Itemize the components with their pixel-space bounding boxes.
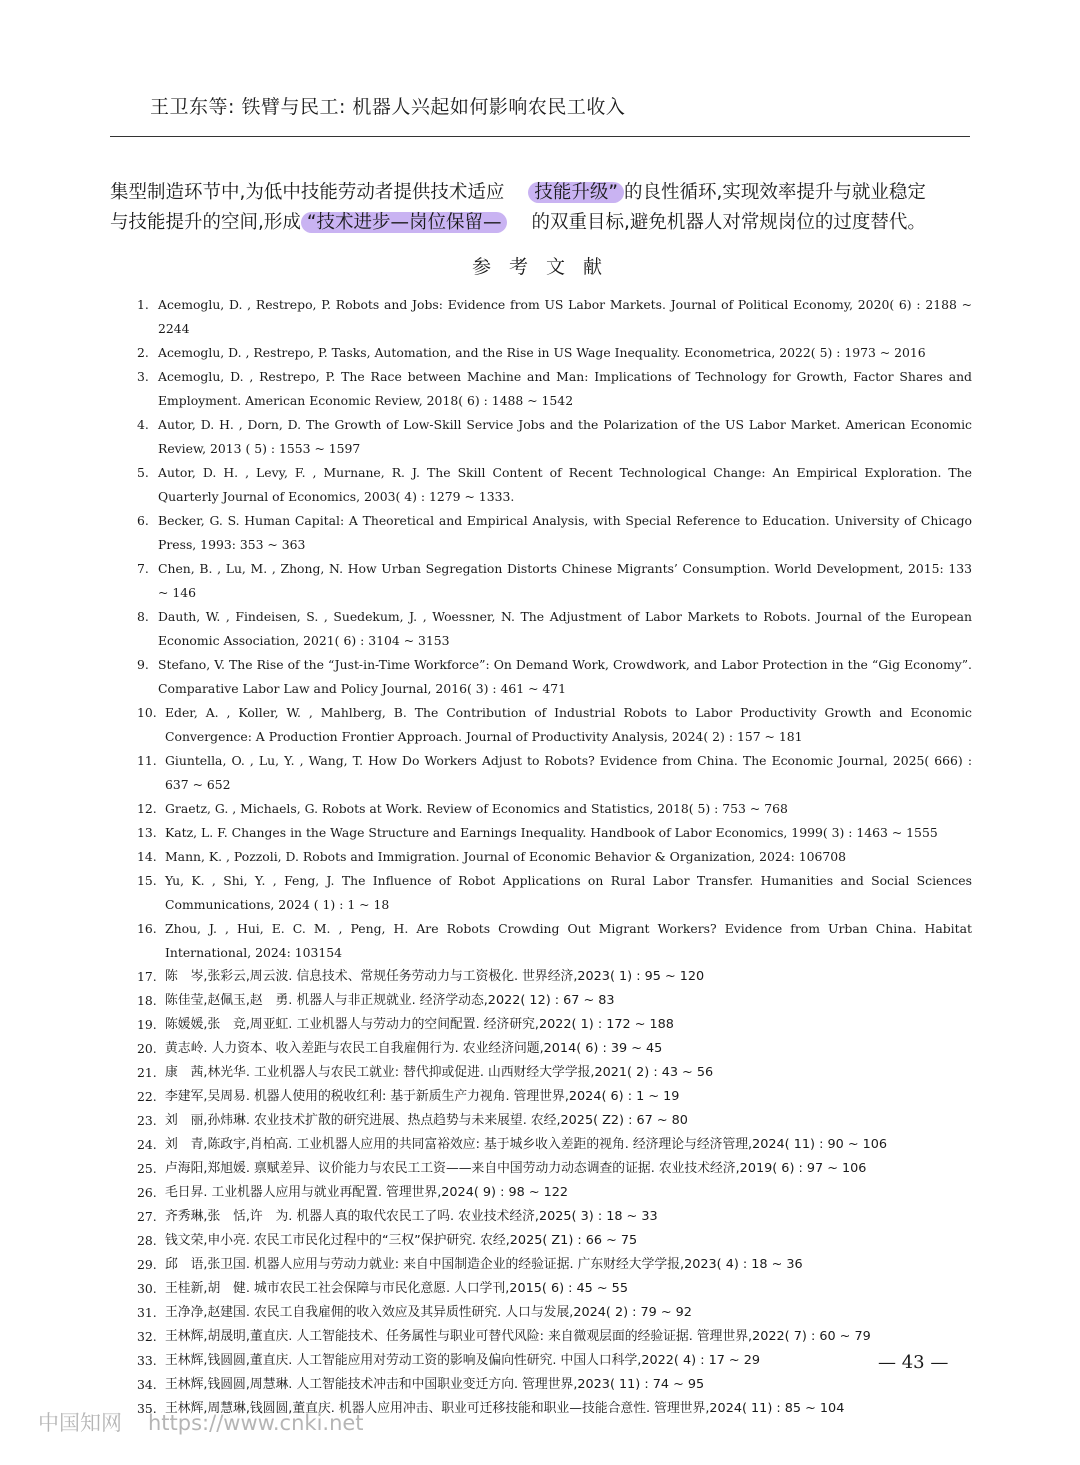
watermark-brand: 中国知网: [38, 1411, 122, 1435]
reference-item: [137, 653, 972, 701]
reference-text: Acemoglu, D. , Restrepo, P. The Race between Machine and Man: Implications of Technology for Growth, Factor Shares and Employment. American Economic Review, 2018( 6) : 1488 ~ 1542: [158, 369, 972, 408]
reference-number: 1.: [137, 297, 149, 312]
reference-item: [137, 1157, 972, 1181]
reference-number: 32.: [137, 1329, 157, 1344]
reference-number: 12.: [137, 801, 157, 816]
watermark-url: https://www.cnki.net: [148, 1411, 364, 1435]
reference-number: 2.: [137, 345, 149, 360]
reference-item: [137, 797, 972, 821]
reference-text: 康 茜,林光华. 工业机器人与农民工就业: 替代抑或促进. 山西财经大学学报,2021( 2) : 43 ~ 56: [165, 1065, 714, 1080]
body-line-2-end: 的双重目标,避免机器人对常规岗位的过度替代。: [531, 212, 926, 233]
reference-number: 19.: [137, 1017, 157, 1032]
reference-number: 34.: [137, 1377, 157, 1392]
reference-text: Zhou, J. , Hui, E. C. M. , Peng, H. Are Robots Crowding Out Migrant Workers? Evidence from Urban China. Habitat International, 2024: 103154: [165, 921, 972, 960]
reference-text: 卢海阳,郑旭媛. 禀赋差异、议价能力与农民工工资——来自中国劳动力动态调查的证据. 农业技术经济,2019( 6) : 97 ~ 106: [165, 1161, 867, 1176]
reference-text: Autor, D. H. , Levy, F. , Murnane, R. J. The Skill Content of Recent Technological Change: An Empirical Exploration. The Quarterly Journal of Economics, 2003( 4) : 1279 ~ 1333.: [158, 465, 972, 504]
reference-text: 齐秀琳,张 恬,许 为. 机器人真的取代农民工了吗. 农业技术经济,2025( 3) : 18 ~ 33: [165, 1209, 658, 1224]
reference-item: [137, 965, 972, 989]
reference-item: [137, 1325, 972, 1349]
reference-item: [137, 1373, 972, 1397]
reference-item: [137, 917, 972, 965]
reference-text: Acemoglu, D. , Restrepo, P. Tasks, Automation, and the Rise in US Wage Inequality. Econometrica, 2022( 5) : 1973 ~ 2016: [158, 345, 926, 360]
reference-text: 黄志岭. 人力资本、收入差距与农民工自我雇佣行为. 农业经济问题,2014( 6) : 39 ~ 45: [165, 1041, 663, 1056]
running-header: 王卫东等: 铁臂与民工: 机器人兴起如何影响农民工收入: [150, 96, 626, 118]
reference-item: [137, 989, 972, 1013]
reference-number: 31.: [137, 1305, 157, 1320]
body-line-2: [110, 208, 970, 238]
reference-number: 30.: [137, 1281, 157, 1296]
highlighted-phrase: 技能升级”: [528, 182, 624, 203]
reference-item: [137, 605, 972, 653]
reference-item: [137, 1253, 972, 1277]
reference-number: 11.: [137, 753, 157, 768]
reference-text: 钱文荣,申小亮. 农民工市民化过程中的“三权”保护研究. 农经,2025( Z1) : 66 ~ 75: [165, 1233, 638, 1248]
header-rule: [110, 136, 970, 137]
reference-number: 14.: [137, 849, 157, 864]
reference-text: Graetz, G. , Michaels, G. Robots at Work. Review of Economics and Statistics, 2018( 5) : 753 ~ 768: [165, 801, 788, 816]
body-line-1-start: 集型制造环节中,为低中技能劳动者提供技术适应: [110, 182, 505, 203]
reference-item: [137, 749, 972, 797]
reference-item: [137, 1349, 972, 1373]
reference-number: 3.: [137, 369, 149, 384]
reference-text: Giuntella, O. , Lu, Y. , Wang, T. How Do Workers Adjust to Robots? Evidence from China. The Economic Journal, 2025( 666) : 637 ~ 652: [165, 753, 972, 792]
reference-text: Eder, A. , Koller, W. , Mahlberg, B. The Contribution of Industrial Robots to Labor Productivity Growth and Economic Convergence: A Production Frontier Approach. Journal of Productivity Analysis, 2024( 2) : 157 ~ 181: [165, 705, 972, 744]
reference-number: 4.: [137, 417, 149, 432]
reference-text: 陈佳莹,赵佩玉,赵 勇. 机器人与非正规就业. 经济学动态,2022( 12) : 67 ~ 83: [165, 993, 615, 1008]
reference-text: Yu, K. , Shi, Y. , Feng, J. The Influence of Robot Applications on Rural Labor Transfer. Humanities and Social Sciences Communications, 2024 ( 1) : 1 ~ 18: [165, 873, 972, 912]
reference-list: [137, 293, 972, 1421]
reference-number: 29.: [137, 1257, 157, 1272]
reference-text: 毛日昇. 工业机器人应用与就业再配置. 管理世界,2024( 9) : 98 ~ 122: [165, 1185, 569, 1200]
reference-item: [137, 821, 972, 845]
reference-number: 33.: [137, 1353, 157, 1368]
reference-item: [137, 365, 972, 413]
reference-number: 23.: [137, 1113, 157, 1128]
reference-number: 25.: [137, 1161, 157, 1176]
reference-item: [137, 701, 972, 749]
reference-number: 22.: [137, 1089, 157, 1104]
reference-item: [137, 1085, 972, 1109]
reference-number: 10.: [137, 705, 157, 720]
body-line-1: [110, 178, 970, 208]
reference-item: [137, 509, 972, 557]
reference-text: Katz, L. F. Changes in the Wage Structure and Earnings Inequality. Handbook of Labor Economics, 1999( 3) : 1463 ~ 1555: [165, 825, 938, 840]
reference-text: Becker, G. S. Human Capital: A Theoretical and Empirical Analysis, with Special Reference to Education. University of Chicago Press, 1993: 353 ~ 363: [158, 513, 972, 552]
reference-item: [137, 1301, 972, 1325]
reference-number: 35.: [137, 1401, 157, 1416]
reference-text: 刘 青,陈政宇,肖柏高. 工业机器人应用的共同富裕效应: 基于城乡收入差距的视角. 经济理论与经济管理,2024( 11) : 90 ~ 106: [165, 1137, 888, 1152]
reference-number: 17.: [137, 969, 157, 984]
reference-text: 邱 语,张卫国. 机器人应用与劳动力就业: 来自中国制造企业的经验证据. 广东财经大学学报,2023( 4) : 18 ~ 36: [165, 1257, 803, 1272]
reference-number: 15.: [137, 873, 157, 888]
reference-number: 9.: [137, 657, 149, 672]
reference-number: 7.: [137, 561, 149, 576]
reference-item: [137, 413, 972, 461]
reference-item: [137, 869, 972, 917]
reference-item: [137, 293, 972, 341]
reference-text: 陈媛媛,张 竞,周亚虹. 工业机器人与劳动力的空间配置. 经济研究,2022( 1) : 172 ~ 188: [165, 1017, 674, 1032]
reference-text: 王桂新,胡 健. 城市农民工社会保障与市民化意愿. 人口学刊,2015( 6) : 45 ~ 55: [165, 1281, 628, 1296]
reference-item: [137, 1061, 972, 1085]
reference-text: 王林辉,钱圆圆,董直庆. 人工智能应用对劳动工资的影响及偏向性研究. 中国人口科学,2022( 4) : 17 ~ 29: [165, 1353, 760, 1368]
reference-number: 27.: [137, 1209, 157, 1224]
reference-text: 王净净,赵建国. 农民工自我雇佣的收入效应及其异质性研究. 人口与发展,2024( 2) : 79 ~ 92: [165, 1305, 692, 1320]
reference-text: 王林辉,胡晟明,董直庆. 人工智能技术、任务属性与职业可替代风险: 来自微观层面的经验证据. 管理世界,2022( 7) : 60 ~ 79: [165, 1329, 871, 1344]
reference-number: 21.: [137, 1065, 157, 1080]
reference-text: 刘 丽,孙炜琳. 农业技术扩散的研究进展、热点趋势与未来展望. 农经,2025( Z2) : 67 ~ 80: [165, 1113, 688, 1128]
reference-item: [137, 1109, 972, 1133]
reference-number: 6.: [137, 513, 149, 528]
reference-number: 8.: [137, 609, 149, 624]
watermark: [38, 1407, 364, 1437]
reference-item: [137, 1037, 972, 1061]
reference-text: Mann, K. , Pozzoli, D. Robots and Immigration. Journal of Economic Behavior & Organization, 2024: 106708: [165, 849, 847, 864]
body-line-1-end: 的良性循环,实现效率提升与就业稳定: [623, 182, 926, 203]
reference-text: 李建军,吴周易. 机器人使用的税收红利: 基于新质生产力视角. 管理世界,2024( 6) : 1 ~ 19: [165, 1089, 680, 1104]
references-heading: 参 考 文 献: [471, 256, 609, 278]
reference-text: 王林辉,钱圆圆,周慧琳. 人工智能技术冲击和中国职业变迁方向. 管理世界,2023( 11) : 74 ~ 95: [165, 1377, 705, 1392]
reference-number: 16.: [137, 921, 157, 936]
reference-number: 26.: [137, 1185, 157, 1200]
reference-item: [137, 1229, 972, 1253]
reference-item: [137, 461, 972, 509]
reference-item: [137, 557, 972, 605]
reference-item: [137, 1013, 972, 1037]
body-paragraph: [110, 178, 970, 238]
reference-text: 陈 岑,张彩云,周云波. 信息技术、常规任务劳动力与工资极化. 世界经济,2023( 1) : 95 ~ 120: [165, 969, 705, 984]
reference-number: 24.: [137, 1137, 157, 1152]
reference-item: [137, 1277, 972, 1301]
reference-number: 13.: [137, 825, 157, 840]
reference-text: Dauth, W. , Findeisen, S. , Suedekum, J. , Woessner, N. The Adjustment of Labor Markets to Robots. Journal of the European Economic Association, 2021( 6) : 3104 ~ 3153: [158, 609, 972, 648]
reference-item: [137, 1181, 972, 1205]
reference-item: [137, 1205, 972, 1229]
reference-text: Acemoglu, D. , Restrepo, P. Robots and Jobs: Evidence from US Labor Markets. Journal of Political Economy, 2020( 6) : 2188 ~ 2244: [158, 297, 972, 336]
reference-number: 18.: [137, 993, 157, 1008]
reference-text: 王林辉,周慧琳,钱圆圆,董直庆. 机器人应用冲击、职业可迁移技能和职业—技能合意性. 管理世界,2024( 11) : 85 ~ 104: [165, 1401, 845, 1416]
reference-text: Autor, D. H. , Dorn, D. The Growth of Low-Skill Service Jobs and the Polarization of the US Labor Market. American Economic Review, 2013 ( 5) : 1553 ~ 1597: [158, 417, 972, 456]
page-number: — 43 —: [878, 1352, 949, 1373]
reference-item: [137, 341, 972, 365]
reference-item: [137, 845, 972, 869]
reference-number: 5.: [137, 465, 149, 480]
reference-text: Stefano, V. The Rise of the “Just-in-Time Workforce”: On Demand Work, Crowdwork, and Labor Protection in the “Gig Economy”. Comparative Labor Law and Policy Journal, 2016( 3) : 461 ~ 471: [158, 657, 972, 696]
reference-number: 28.: [137, 1233, 157, 1248]
body-line-2-start: 与技能提升的空间,形成: [110, 212, 301, 233]
reference-number: 20.: [137, 1041, 157, 1056]
reference-item: [137, 1133, 972, 1157]
reference-text: Chen, B. , Lu, M. , Zhong, N. How Urban Segregation Distorts Chinese Migrants’ Consumption. World Development, 2015: 133 ~ 146: [158, 561, 972, 600]
highlighted-phrase: “技术进步—岗位保留—: [301, 212, 508, 233]
